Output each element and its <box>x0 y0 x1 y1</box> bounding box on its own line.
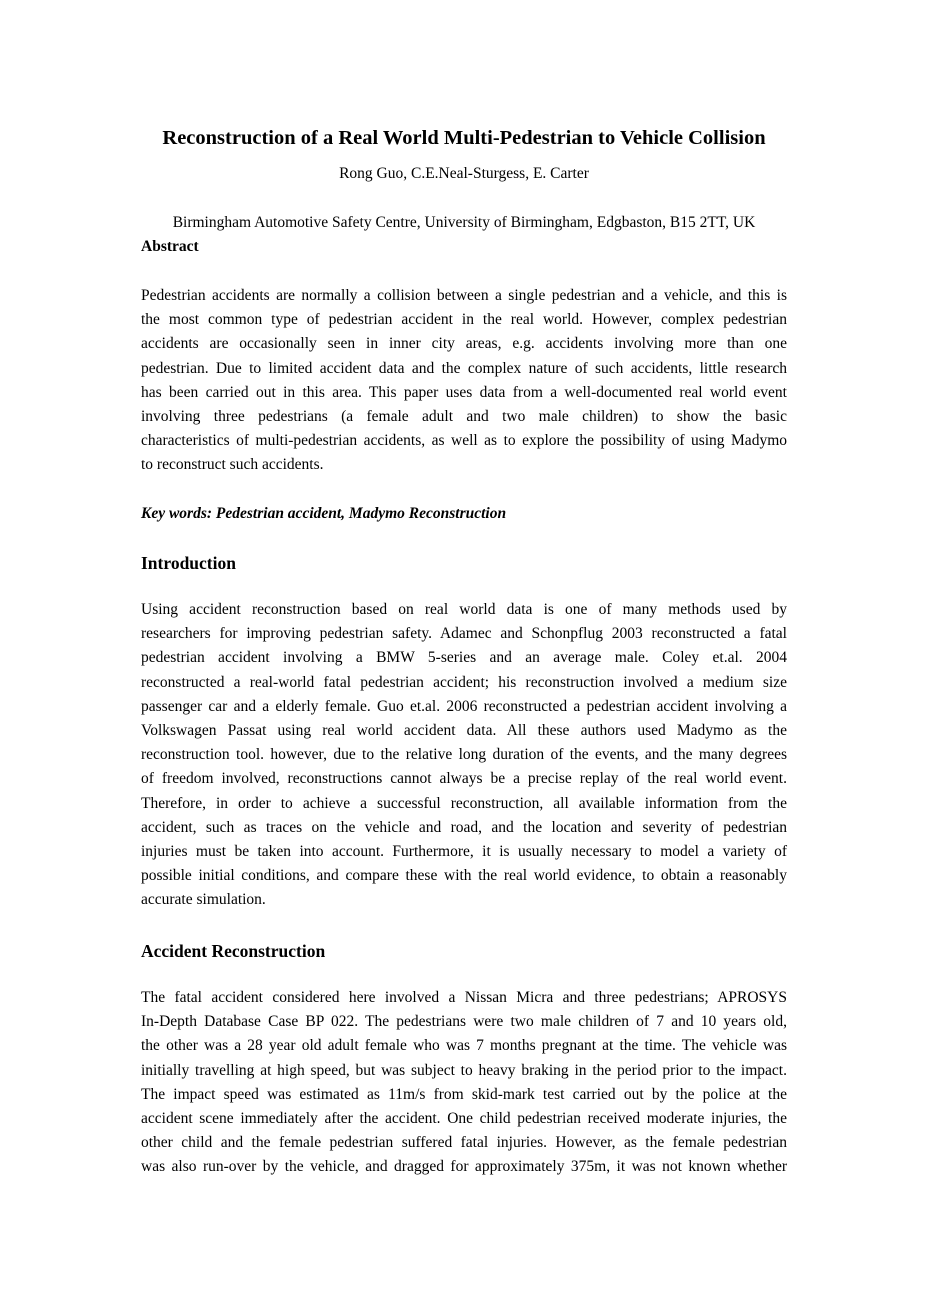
section-heading-introduction: Introduction <box>141 553 236 573</box>
introduction-line: reconstruction tool. however, due to the relative long duration of the events, and the many degrees <box>141 746 787 764</box>
abstract-line: characteristics of multi-pedestrian accidents, as well as to explore the possibility of using Madymo <box>141 432 787 450</box>
introduction-line: possible initial conditions, and compare these with the real world evidence, to obtain a reasonably <box>141 867 787 885</box>
abstract-line: to reconstruct such accidents. <box>141 456 324 474</box>
accident-reconstruction-line: was also run-over by the vehicle, and dragged for approximately 375m, it was not known whether <box>141 1158 787 1176</box>
abstract-heading: Abstract <box>141 238 199 255</box>
abstract-body <box>141 284 787 478</box>
abstract-line: has been carried out in this area. This paper uses data from a well-documented real world event <box>141 383 787 401</box>
abstract-line: the most common type of pedestrian accident in the real world. However, complex pedestrian <box>141 311 787 329</box>
keywords: Key words: Pedestrian accident, Madymo Reconstruction <box>141 505 507 522</box>
accident-reconstruction-line: The fatal accident considered here involved a Nissan Micra and three pedestrians; APROSYS <box>141 989 787 1006</box>
accident-reconstruction-line: The impact speed was estimated as 11m/s from skid-mark test carried out by the police at the <box>141 1085 787 1103</box>
accident-reconstruction-line: the other was a 28 year old adult female who was 7 months pregnant at the time. The vehicle was <box>141 1037 787 1055</box>
introduction-line: accident, such as traces on the vehicle and road, and the location and severity of pedestrian <box>141 818 787 836</box>
introduction-line: Using accident reconstruction based on real world data is one of many methods used by <box>141 601 787 618</box>
introduction-body <box>141 598 787 912</box>
accident-reconstruction-line: accident scene immediately after the accident. One child pedestrian received moderate injuries, the <box>141 1109 787 1127</box>
introduction-line: reconstructed a real-world fatal pedestrian accident; his reconstruction involved a medium size <box>141 673 787 691</box>
accident-reconstruction-line: In-Depth Database Case BP 022. The pedestrians were two male children of 7 and 10 years old, <box>141 1013 787 1031</box>
introduction-line: injuries must be taken into account. Furthermore, it is usually necessary to model a variety of <box>141 842 787 860</box>
abstract-line: involving three pedestrians (a female adult and two male children) to show the basic <box>141 407 787 425</box>
abstract-line: Pedestrian accidents are normally a collision between a single pedestrian and a vehicle, and this is <box>141 287 787 304</box>
introduction-line: accurate simulation. <box>141 891 266 909</box>
accident-reconstruction-line: other child and the female pedestrian suffered fatal injuries. However, as the female pedestrian <box>141 1134 787 1152</box>
paper-title: Reconstruction of a Real World Multi-Pedestrian to Vehicle Collision <box>162 127 766 149</box>
section-heading-accident-reconstruction: Accident Reconstruction <box>141 941 326 961</box>
abstract-line: accidents are occasionally seen in inner city areas, e.g. accidents involving more than one <box>141 335 787 353</box>
paper-affiliation: Birmingham Automotive Safety Centre, University of Birmingham, Edgbaston, B15 2TT, UK <box>172 214 756 231</box>
introduction-line: passenger car and a elderly female. Guo et.al. 2006 reconstructed a pedestrian accident involving a <box>141 697 787 715</box>
paper-authors: Rong Guo, C.E.Neal-Sturgess, E. Carter <box>339 165 589 182</box>
abstract-line: pedestrian. Due to limited accident data and the complex nature of such accidents, little research <box>141 359 787 377</box>
introduction-line: Therefore, in order to achieve a successful reconstruction, all available information from the <box>141 794 787 812</box>
introduction-line: pedestrian accident involving a BMW 5-series and an average male. Coley et.al. 2004 <box>141 649 787 667</box>
introduction-line: of freedom involved, reconstructions cannot always be a precise replay of the real world event. <box>141 770 787 788</box>
accident-reconstruction-line: initially travelling at high speed, but was subject to heavy braking in the period prior to the impact. <box>141 1061 787 1079</box>
introduction-line: researchers for improving pedestrian safety. Adamec and Schonpflug 2003 reconstructed a fatal <box>141 625 787 643</box>
introduction-line: Volkswagen Passat using real world accident data. All these authors used Madymo as the <box>141 721 787 739</box>
accident-reconstruction-body <box>141 986 787 1180</box>
